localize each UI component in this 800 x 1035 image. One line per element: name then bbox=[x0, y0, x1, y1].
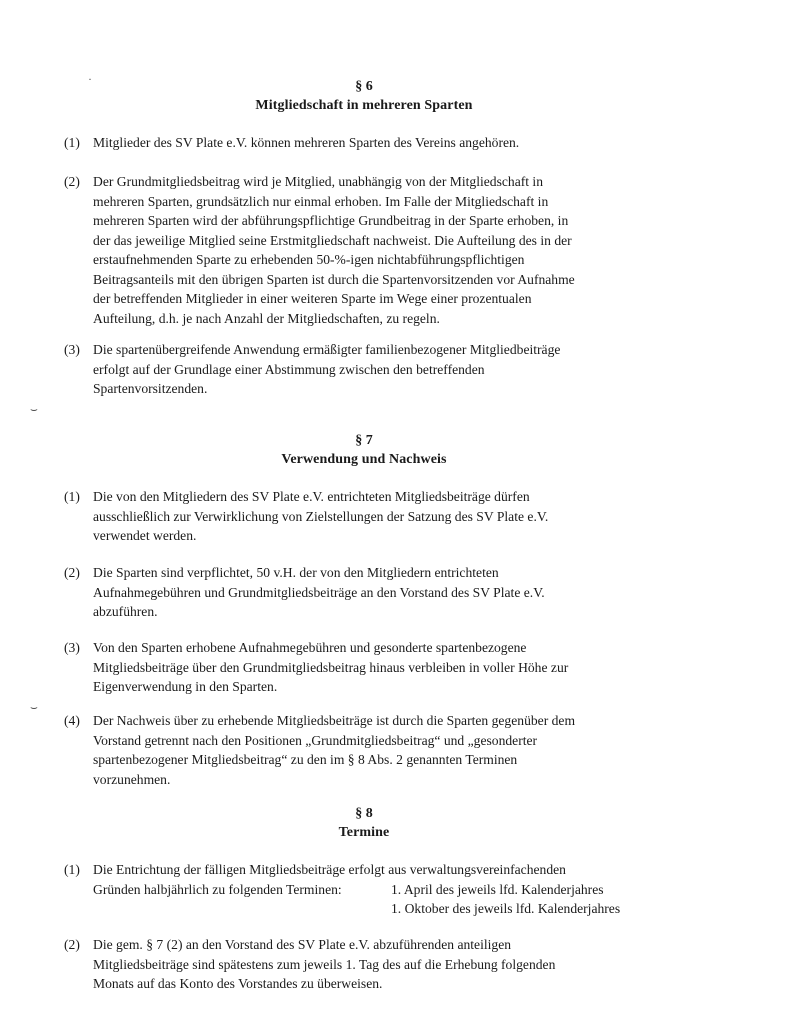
text-line: Mitglieder des SV Plate e.V. können mehreren Sparten des Vereins angehören. bbox=[93, 135, 520, 150]
section-title: Verwendung und Nachweis bbox=[281, 452, 447, 467]
text-line: mehreren Sparten wird der abführungspflichtige Grundbeitrag in der Sparte erhoben, in bbox=[93, 213, 569, 228]
section-number: § 6 bbox=[355, 79, 373, 94]
term-date: 1. April des jeweils lfd. Kalenderjahres bbox=[391, 881, 604, 897]
text-line: Aufteilung, d.h. je nach Anzahl der Mitgliedschaften, zu regeln. bbox=[93, 310, 440, 326]
text-line: Mitgliedsbeiträge über den Grundmitgliedsbeitrag hinaus verbleiben in voller Höhe zur bbox=[93, 659, 569, 675]
term-row bbox=[93, 899, 664, 919]
term-date: 1. Oktober des jeweils lfd. Kalenderjahres bbox=[391, 901, 621, 916]
text-line: verwendet werden. bbox=[93, 528, 197, 543]
section-number: § 8 bbox=[355, 806, 373, 821]
text-line: Monats auf das Konto des Vorstandes zu überweisen. bbox=[93, 976, 383, 991]
text-line: der betreffenden Mitglieder in einer weiteren Sparte im Wege einer prozentualen bbox=[93, 291, 532, 306]
text-line: Vorstand getrennt nach den Positionen „Grundmitgliedsbeitrag“ und „gesonderter bbox=[93, 732, 538, 748]
paragraph bbox=[64, 638, 664, 697]
paragraph-number: (1) bbox=[64, 862, 80, 877]
text-line: vorzunehmen. bbox=[93, 771, 171, 787]
text-line: Die gem. § 7 (2) an den Vorstand des SV Plate e.V. abzuführenden anteiligen bbox=[93, 937, 512, 952]
paragraph bbox=[64, 340, 664, 399]
scan-mark: ⌣ bbox=[30, 700, 38, 714]
paragraph-number: (2) bbox=[64, 937, 80, 952]
paragraph bbox=[64, 860, 664, 919]
paragraph-number: (2) bbox=[64, 565, 80, 580]
text-line: Der Nachweis über zu erhebende Mitgliedsbeiträge ist durch die Sparten gegenüber dem bbox=[93, 713, 576, 728]
text-line: Die spartenübergreifende Anwendung ermäßigter familienbezogener Mitgliedbeiträge bbox=[93, 342, 561, 357]
paragraph-number: (1) bbox=[64, 489, 80, 504]
text-line: Spartenvorsitzenden. bbox=[93, 381, 208, 396]
text-line: Eigenverwendung in den Sparten. bbox=[93, 679, 278, 694]
scan-mark: ⌣ bbox=[30, 402, 38, 416]
paragraph-number: (2) bbox=[64, 174, 80, 189]
text-line: abzuführen. bbox=[93, 604, 158, 619]
text-line: erstaufnehmenden Sparte zu erhebenden 50-%-igen nichtabführungspflichtigen bbox=[93, 252, 525, 267]
paragraph bbox=[64, 133, 664, 153]
text-line: Die Sparten sind verpflichtet, 50 v.H. der von den Mitgliedern entrichteten bbox=[93, 565, 499, 580]
text-line: Aufnahmegebühren und Grundmitgliedsbeiträge an den Vorstand des SV Plate e.V. bbox=[93, 584, 545, 600]
paragraph-number: (3) bbox=[64, 640, 80, 655]
paragraph-number: (4) bbox=[64, 713, 80, 728]
paragraph bbox=[64, 487, 664, 546]
section-number: § 7 bbox=[355, 433, 373, 448]
scan-mark: · bbox=[88, 72, 92, 86]
text-line: Von den Sparten erhobene Aufnahmegebühren und gesonderte spartenbezogene bbox=[93, 640, 527, 655]
text-line: Die von den Mitgliedern des SV Plate e.V. entrichteten Mitgliedsbeiträge dürfen bbox=[93, 489, 530, 504]
term-row bbox=[93, 880, 664, 900]
text-line: Die Entrichtung der fälligen Mitgliedsbeiträge erfolgt aus verwaltungsvereinfachenden bbox=[93, 862, 566, 877]
text-line: mehreren Sparten, grundsätzlich nur einmal erhoben. Im Falle der Mitgliedschaft in bbox=[93, 193, 549, 209]
paragraph-number: (3) bbox=[64, 342, 80, 357]
text-line: Der Grundmitgliedsbeitrag wird je Mitglied, unabhängig von der Mitgliedschaft in bbox=[93, 174, 544, 189]
section-title: Mitgliedschaft in mehreren Sparten bbox=[255, 98, 473, 113]
paragraph bbox=[64, 563, 664, 622]
term-lead: Gründen halbjährlich zu folgenden Terminen: bbox=[93, 881, 342, 897]
text-line: Mitgliedsbeiträge sind spätestens zum jeweils 1. Tag des auf die Erhebung folgenden bbox=[93, 956, 556, 972]
paragraph bbox=[64, 711, 664, 789]
text-line: ausschließlich zur Verwirklichung von Zielstellungen der Satzung des SV Plate e.V. bbox=[93, 508, 549, 524]
text-line: Beitragsanteils mit den übrigen Sparten ist durch die Spartenvorsitzenden vor Aufnahme bbox=[93, 271, 575, 287]
text-line: erfolgt auf der Grundlage einer Abstimmung zwischen den betreffenden bbox=[93, 361, 485, 377]
paragraph-number: (1) bbox=[64, 135, 80, 150]
section-title: Termine bbox=[338, 825, 390, 840]
text-line: spartenbezogener Mitgliedsbeitrag“ zu den im § 8 Abs. 2 genannten Terminen bbox=[93, 752, 518, 767]
paragraph bbox=[64, 172, 664, 328]
paragraph bbox=[64, 935, 664, 994]
text-line: der das jeweilige Mitglied seine Erstmitgliedschaft nachweist. Die Aufteilung des in der bbox=[93, 232, 572, 248]
